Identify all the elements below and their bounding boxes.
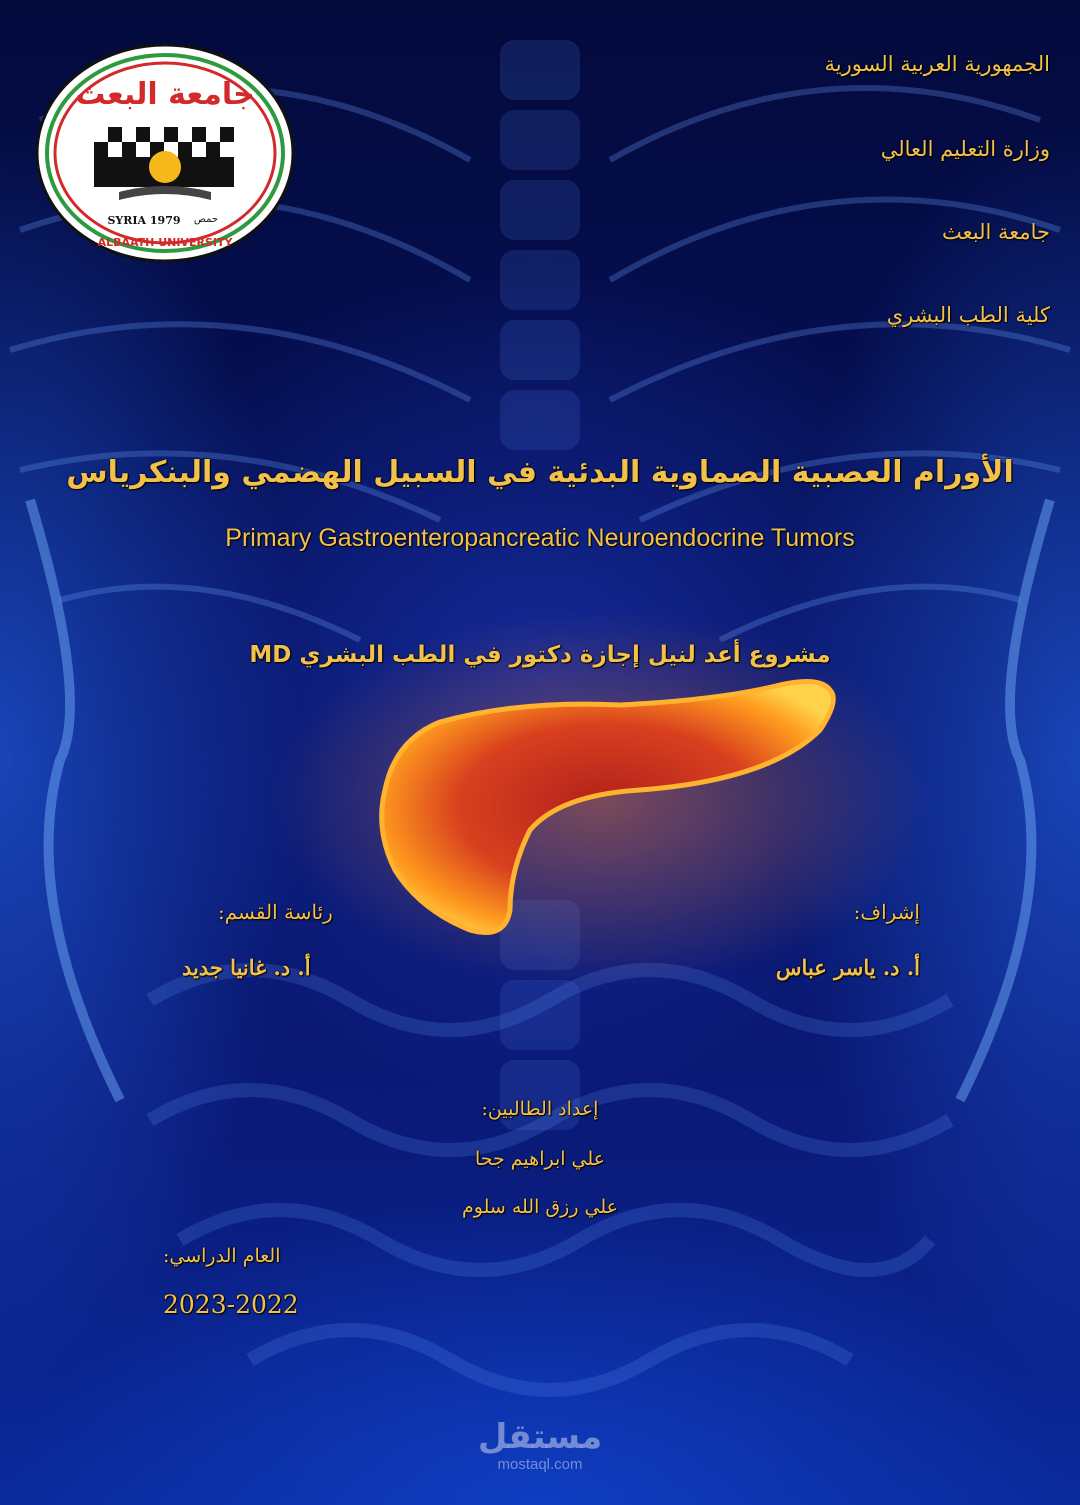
header-republic: الجمهورية العربية السورية [824,52,1050,76]
logo-english-name: ALBAATH UNIVERSITY [97,236,233,249]
logo-sun [149,151,181,183]
academic-year-value: 2023-2022 [163,1290,299,1319]
student-name: علي رزق الله سلوم [461,1196,618,1218]
prepared-by-label: إعداد الطالبين: [481,1098,599,1120]
supervisor-label: إشراف: [853,900,920,924]
project-purpose: مشروع أعد لنيل إجازة دكتور في الطب البشري MD [249,642,831,668]
logo-country-year: SYRIA 1979 [107,214,181,227]
title-english: Primary Gastroenteropancreatic Neuroendocrine Tumors [225,524,855,552]
department-head-name: أ. د. غانيا جديد [182,955,311,980]
header-university: جامعة البعث [941,220,1050,244]
student-name: علي ابراهيم جحا [474,1148,606,1170]
logo-arabic-name: جامعة البعث [75,77,255,112]
logo-city: حمص [193,214,219,225]
watermark-arabic: مستقل [477,1417,603,1457]
department-head-label: رئاسة القسم: [218,900,333,924]
supervisor-name: أ. د. ياسر عباس [775,955,920,980]
header-ministry: وزارة التعليم العالي [880,137,1050,161]
header-faculty: كلية الطب البشري [886,303,1050,327]
academic-year-label: العام الدراسي: [163,1245,281,1267]
watermark-site: mostaql.com [497,1456,583,1473]
title-arabic: الأورام العصبية الصماوية البدئية في السبيل الهضمي والبنكرياس [66,455,1014,490]
watermark [470,1418,610,1473]
university-logo [34,42,296,264]
